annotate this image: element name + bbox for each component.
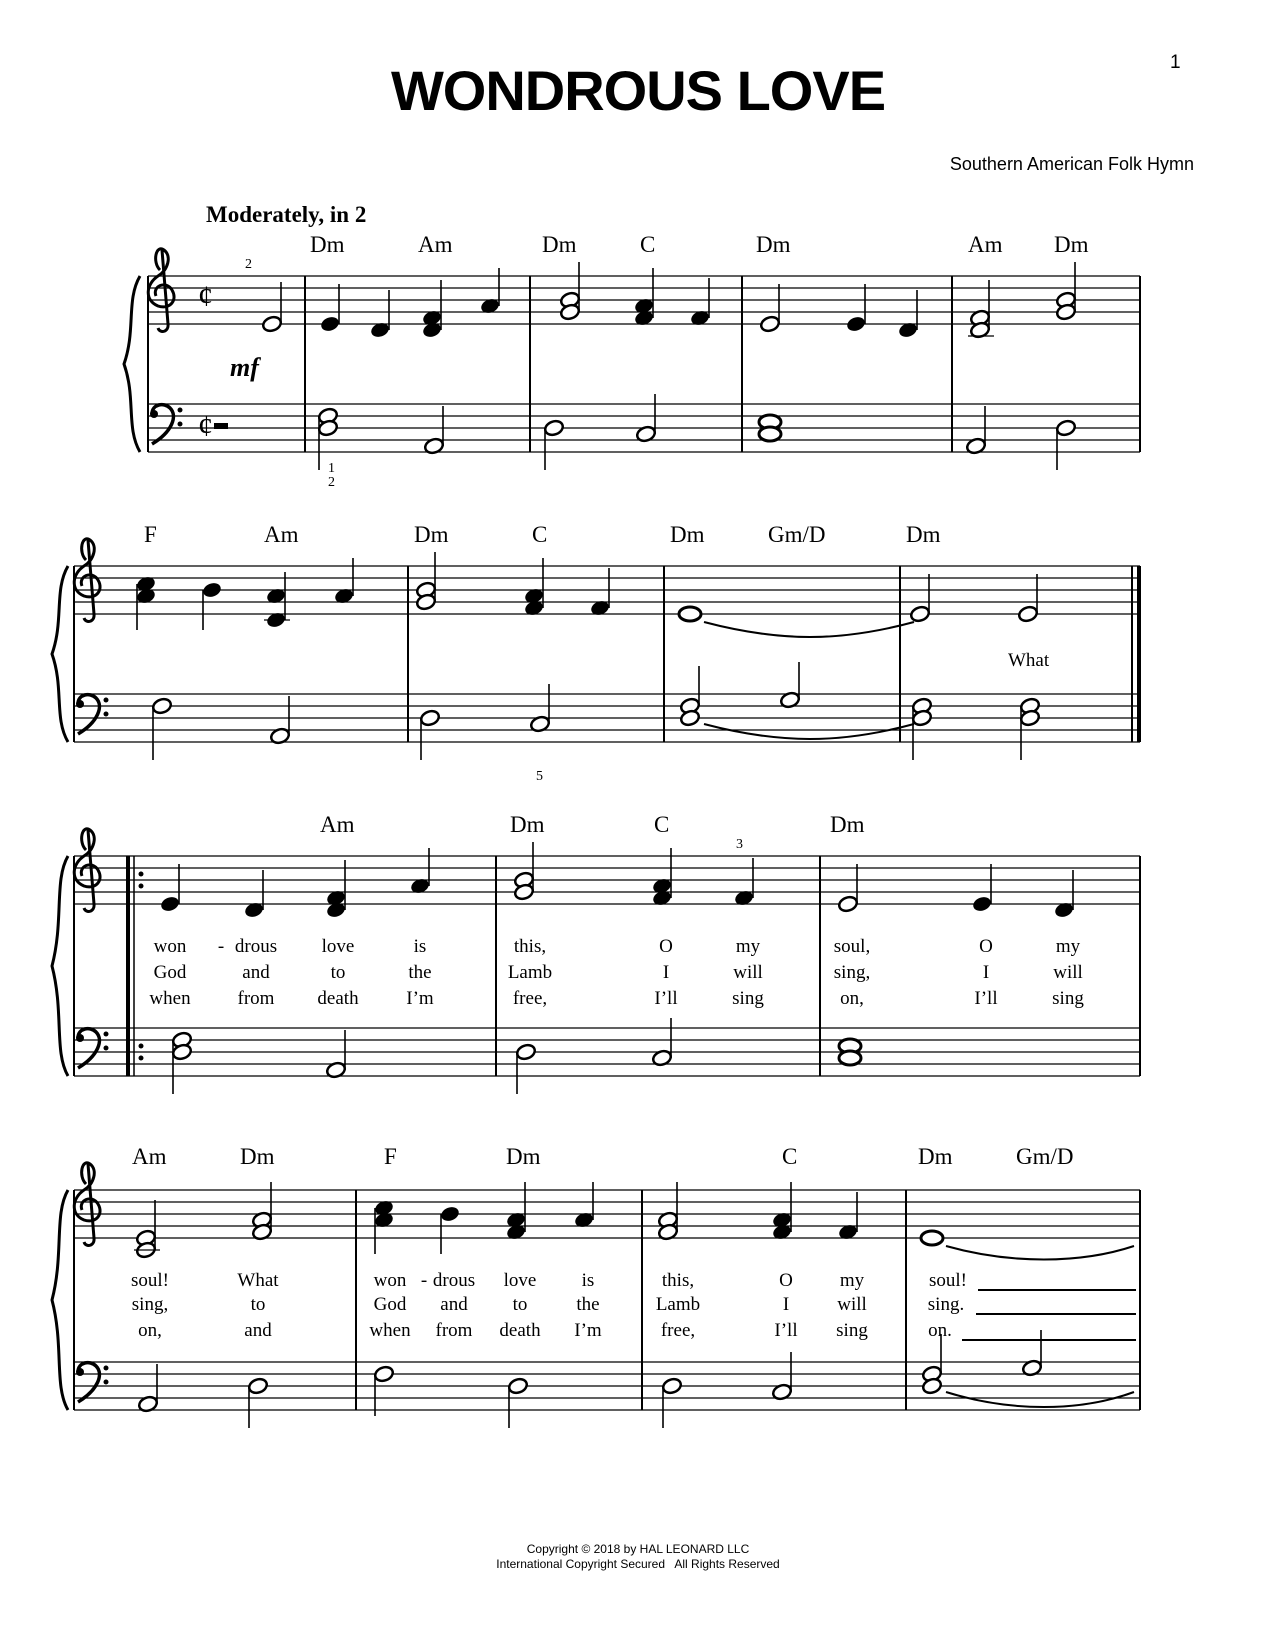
lyric-syllable: on, bbox=[840, 988, 864, 1009]
chord-symbol: C bbox=[654, 812, 670, 837]
lyric-syllable: Lamb bbox=[507, 962, 553, 983]
page-number: 1 bbox=[1170, 52, 1181, 73]
lyric-syllable: love bbox=[503, 1270, 537, 1291]
lyric-hyphen: - bbox=[420, 1270, 428, 1291]
bass-clef-icon bbox=[150, 405, 183, 444]
lyric-syllable: I’m bbox=[574, 1320, 602, 1341]
lyric-syllable: sing, bbox=[833, 962, 871, 983]
lyric-syllable: my bbox=[839, 1270, 865, 1291]
lyric-syllable: love bbox=[321, 936, 355, 957]
system-1 bbox=[124, 232, 1140, 490]
chord-symbol: C bbox=[640, 232, 656, 257]
lyric-syllable: when bbox=[369, 1320, 411, 1341]
chord-symbol: Am bbox=[132, 1144, 167, 1169]
lyric-extender-lines bbox=[962, 1290, 1136, 1340]
fingering: 3 bbox=[736, 837, 743, 852]
treble-clef-icon bbox=[74, 539, 100, 622]
dynamic-marking: mf bbox=[230, 353, 259, 382]
lyric-syllable: my bbox=[735, 936, 761, 957]
lyric-syllable: O bbox=[979, 936, 993, 957]
fingering: 2 bbox=[328, 475, 335, 490]
lyric-hyphen: - bbox=[217, 936, 225, 957]
lyric-syllable: death bbox=[317, 988, 359, 1009]
lyric-syllable: the bbox=[576, 1294, 600, 1315]
lyric-syllable: I’m bbox=[406, 988, 434, 1009]
lyric-syllable: sing. bbox=[927, 1294, 965, 1315]
lyric-syllable: and bbox=[244, 1320, 272, 1341]
lyric-syllable: is bbox=[581, 1270, 595, 1291]
lyric-syllable: I’ll bbox=[774, 1320, 798, 1341]
chord-symbol: Dm bbox=[756, 232, 791, 257]
lyric-syllable: God bbox=[373, 1294, 407, 1315]
lyric-syllable: death bbox=[499, 1320, 541, 1341]
lyric-syllable: soul, bbox=[833, 936, 871, 957]
fingering: 2 bbox=[245, 257, 252, 272]
lyric-syllable: to bbox=[330, 962, 346, 983]
lyric-syllable: and bbox=[242, 962, 270, 983]
lyric-syllable: I bbox=[982, 962, 990, 983]
lyric-syllable: won bbox=[373, 1270, 407, 1291]
lyric-syllable: will bbox=[1053, 962, 1083, 983]
lyric-syllable: I’ll bbox=[654, 988, 678, 1009]
bass-clef-icon bbox=[76, 1029, 109, 1068]
lyric-syllable: on, bbox=[138, 1320, 162, 1341]
chord-symbol: Dm bbox=[310, 232, 345, 257]
chord-symbol: Dm bbox=[670, 522, 705, 547]
copyright-line: Copyright © 2018 by HAL LEONARD LLC bbox=[526, 1542, 750, 1556]
tie bbox=[704, 724, 914, 739]
system-4 bbox=[52, 1144, 1140, 1428]
chord-symbol: F bbox=[384, 1144, 397, 1169]
lyric-syllable: I bbox=[662, 962, 670, 983]
system-2 bbox=[52, 522, 1140, 784]
cut-time-icon: ¢ bbox=[198, 410, 213, 443]
lyric-syllable: the bbox=[408, 962, 432, 983]
lyric-syllable: O bbox=[659, 936, 673, 957]
chord-symbol: Dm bbox=[830, 812, 865, 837]
lyric-syllable: this, bbox=[513, 936, 547, 957]
lyric-syllable: from bbox=[435, 1320, 473, 1341]
lyric-syllable: Lamb bbox=[655, 1294, 701, 1315]
chord-symbol: Dm bbox=[240, 1144, 275, 1169]
song-title: WONDROUS LOVE bbox=[390, 59, 886, 122]
lyric-syllable: on. bbox=[928, 1320, 952, 1341]
half-rest-icon bbox=[214, 423, 228, 429]
lyric-syllable: this, bbox=[661, 1270, 695, 1291]
lyric-syllable: to bbox=[512, 1294, 528, 1315]
treble-clef-icon bbox=[74, 1163, 100, 1246]
chord-symbol: Gm/D bbox=[1016, 1144, 1074, 1169]
tie bbox=[946, 1246, 1134, 1260]
lyric-pickup: What bbox=[1008, 650, 1050, 671]
tempo-marking: Moderately, in 2 bbox=[206, 202, 367, 227]
lyric-syllable: free, bbox=[660, 1320, 696, 1341]
lyric-syllable: and bbox=[440, 1294, 468, 1315]
treble-clef-icon bbox=[148, 249, 174, 332]
chord-symbol: Dm bbox=[510, 812, 545, 837]
chord-symbol: Dm bbox=[414, 522, 449, 547]
chord-symbol: Am bbox=[264, 522, 299, 547]
lyric-syllable: free, bbox=[512, 988, 548, 1009]
copyright-notice bbox=[0, 1542, 1276, 1572]
chord-symbol: Gm/D bbox=[768, 522, 826, 547]
bass-clef-icon bbox=[76, 1363, 109, 1402]
lyric-syllable: sing bbox=[732, 988, 764, 1009]
tie bbox=[946, 1392, 1134, 1407]
lyric-syllable: my bbox=[1055, 936, 1081, 957]
lyric-syllable: O bbox=[779, 1270, 793, 1291]
lyric-syllable: I bbox=[782, 1294, 790, 1315]
treble-clef-icon bbox=[74, 829, 100, 912]
lyric-syllable: drous bbox=[234, 936, 278, 957]
chord-symbol: Am bbox=[320, 812, 355, 837]
lyric-syllable: God bbox=[153, 962, 187, 983]
grand-staff-brace bbox=[52, 856, 68, 1076]
lyric-syllable: drous bbox=[432, 1270, 476, 1291]
copyright-line: International Copyright Secured All Rights Reserved bbox=[496, 1557, 780, 1571]
lyric-syllable: sing, bbox=[131, 1294, 169, 1315]
lyric-syllable: soul! bbox=[131, 1270, 169, 1291]
lyric-syllable: sing bbox=[836, 1320, 868, 1341]
chord-symbol: C bbox=[532, 522, 548, 547]
fingering: 5 bbox=[536, 769, 543, 784]
lyric-syllable: when bbox=[149, 988, 191, 1009]
lyric-syllable: I’ll bbox=[974, 988, 998, 1009]
lyric-syllable: sing bbox=[1052, 988, 1084, 1009]
chord-symbol: F bbox=[144, 522, 157, 547]
system-3 bbox=[52, 812, 1140, 1094]
bass-clef-icon bbox=[76, 695, 109, 734]
chord-symbol: C bbox=[782, 1144, 798, 1169]
chord-symbol: Dm bbox=[918, 1144, 953, 1169]
tie bbox=[704, 622, 914, 637]
grand-staff-brace bbox=[52, 566, 68, 742]
lyric-syllable: What bbox=[237, 1270, 279, 1291]
grand-staff-brace bbox=[124, 276, 140, 452]
chord-symbol: Am bbox=[418, 232, 453, 257]
chord-symbol: Dm bbox=[542, 232, 577, 257]
lyric-syllable: from bbox=[237, 988, 275, 1009]
chord-symbol: Dm bbox=[906, 522, 941, 547]
grand-staff-brace bbox=[52, 1190, 68, 1410]
lyric-syllable: will bbox=[733, 962, 763, 983]
chord-symbol: Am bbox=[968, 232, 1003, 257]
lyric-syllable: is bbox=[413, 936, 427, 957]
chord-symbol: Dm bbox=[1054, 232, 1089, 257]
chord-symbol: Dm bbox=[506, 1144, 541, 1169]
fingering: 1 bbox=[328, 461, 335, 476]
lyric-syllable: soul! bbox=[929, 1270, 967, 1291]
lyric-syllable: to bbox=[250, 1294, 266, 1315]
lyric-syllable: won bbox=[153, 936, 187, 957]
lyric-syllable: will bbox=[837, 1294, 867, 1315]
cut-time-icon: ¢ bbox=[198, 280, 213, 313]
composer-credit: Southern American Folk Hymn bbox=[949, 154, 1194, 174]
